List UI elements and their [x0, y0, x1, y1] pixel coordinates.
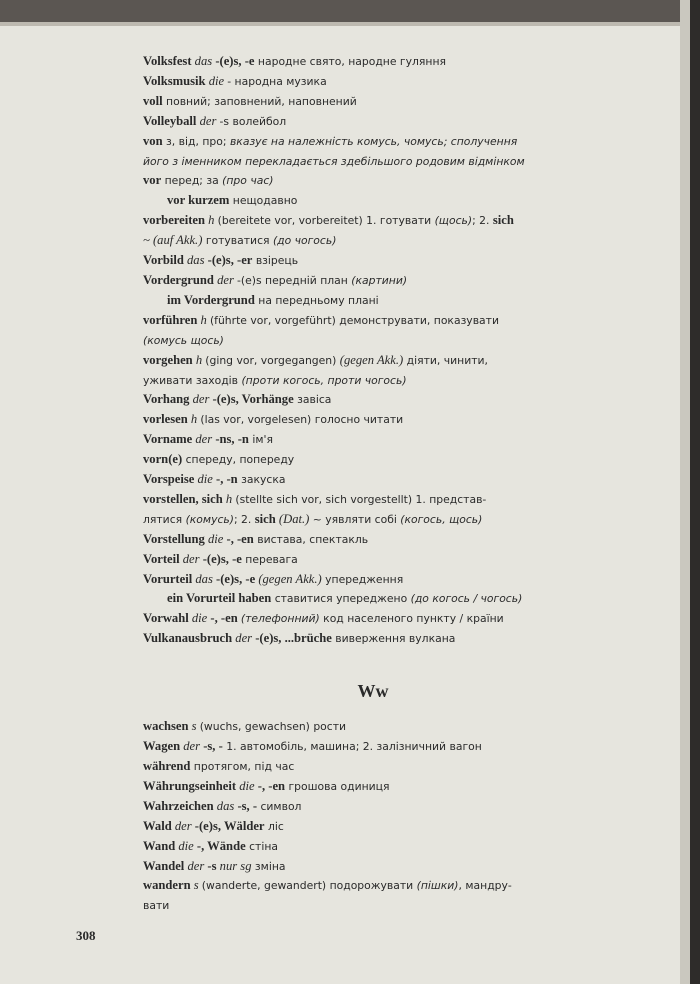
line-segment: вати	[143, 899, 170, 913]
line-segment: (щось)	[434, 214, 473, 228]
line-segment: -(e)s, ...brüche	[255, 631, 332, 646]
line-segment: нещодавно	[229, 194, 298, 208]
line-segment: повний; заповнений, наповнений	[162, 94, 357, 108]
line-segment: vorgehen	[143, 352, 193, 367]
line-segment: voll	[143, 93, 163, 108]
line-segment: Vorbild	[143, 253, 184, 268]
line-segment: -s, -	[203, 739, 223, 754]
line-segment: (las vor, vorgelesen) голосно читати	[200, 413, 404, 427]
dictionary-line	[143, 530, 603, 550]
line-segment: вистава, спектакль	[253, 532, 369, 546]
line-segment: ; 2.	[233, 512, 255, 526]
line-segment: діяти, чинити,	[403, 353, 488, 367]
line-segment: ein Vorurteil haben	[167, 591, 272, 606]
line-segment: Vorwahl	[143, 611, 189, 626]
line-segment: vorbereiten	[143, 213, 206, 228]
line-segment: -(e)s, -e	[216, 571, 259, 586]
line-segment: der	[192, 432, 216, 447]
line-segment: Wald	[143, 818, 172, 833]
line-segment: -, -en	[210, 611, 241, 626]
line-segment: лятися	[143, 512, 186, 526]
line-segment: die	[175, 838, 197, 853]
line-segment: wandern	[143, 878, 191, 893]
line-segment: sich	[254, 511, 276, 526]
line-segment: von	[143, 133, 163, 148]
line-segment: -(e)s, -e	[202, 551, 242, 566]
dictionary-line	[143, 351, 603, 371]
dictionary-line	[143, 311, 603, 331]
dictionary-line	[143, 331, 603, 351]
line-segment: (пішки)	[416, 879, 459, 893]
line-segment: -s волейбол	[219, 114, 287, 128]
line-segment: (проти когось, проти чогось)	[241, 373, 407, 387]
line-segment: виверження вулкана	[331, 632, 456, 646]
line-segment: готуватися	[202, 234, 273, 248]
line-segment: der	[171, 818, 195, 833]
line-segment: h	[187, 412, 201, 427]
line-segment: (картини)	[351, 273, 408, 287]
line-segment: ; 2.	[472, 214, 493, 228]
dictionary-line	[143, 112, 603, 132]
line-segment: (когось, щось)	[400, 512, 483, 526]
line-segment: h	[197, 312, 210, 327]
dictionary-line	[143, 251, 603, 271]
line-segment: стіна	[245, 839, 279, 853]
line-segment: 1. автомобіль, машина; 2. залізничний вагон	[222, 740, 482, 754]
dictionary-line	[143, 450, 603, 470]
dictionary-line	[143, 589, 603, 609]
dictionary-line	[143, 72, 603, 92]
line-segment: das	[183, 253, 208, 268]
line-segment: die	[188, 611, 211, 626]
dictionary-line	[143, 896, 603, 916]
line-segment: vorn(e)	[143, 452, 183, 467]
line-segment: Vorurteil	[143, 571, 193, 586]
line-segment: вказує на належність комусь, чомусь; сполучення	[229, 134, 518, 148]
dictionary-line	[143, 717, 603, 737]
dictionary-line	[143, 470, 603, 490]
line-segment: das	[192, 571, 216, 586]
line-segment: der	[189, 392, 213, 407]
dictionary-content	[143, 52, 603, 916]
line-segment: народне свято, народне гуляння	[254, 55, 447, 68]
line-segment: з, від, про;	[162, 134, 230, 148]
line-segment: перед; за	[161, 174, 223, 188]
line-segment: (stellte sich vor, sich vorgestellt) 1. представ-	[235, 492, 487, 506]
line-segment: Volleyball	[143, 113, 197, 128]
line-segment: (ging vor, vorgegangen)	[205, 353, 340, 367]
line-segment: завіса	[293, 393, 332, 407]
page-number: 308	[76, 928, 96, 943]
line-segment: das	[213, 798, 238, 813]
line-segment: (комусь щось)	[143, 333, 224, 347]
line-segment: Vorhang	[143, 392, 190, 407]
page-gutter-shade	[680, 0, 690, 984]
dictionary-line	[143, 570, 603, 590]
line-segment: Vorstellung	[143, 531, 205, 546]
dictionary-line	[143, 777, 603, 797]
line-segment: (до чогось)	[272, 234, 337, 248]
dictionary-line	[143, 211, 603, 231]
dictionary-line	[143, 410, 603, 430]
line-segment: -ns, -n	[215, 432, 249, 447]
line-segment: -(e)s, -e	[215, 54, 255, 68]
line-segment: der	[196, 113, 220, 128]
line-segment: vorlesen	[143, 412, 188, 427]
line-segment: перевага	[241, 552, 298, 566]
dictionary-line	[143, 92, 603, 112]
line-segment: -, Wände	[196, 838, 246, 853]
line-segment: грошова одиниця	[285, 779, 390, 793]
line-segment: Vorname	[143, 432, 193, 447]
page-right-edge	[690, 0, 700, 984]
line-segment: Wagen	[143, 739, 181, 754]
line-segment: vor	[143, 173, 162, 188]
dictionary-line	[143, 52, 603, 72]
line-segment: (führte vor, vorgeführt) демонструвати, показувати	[209, 313, 499, 327]
line-segment: der	[180, 739, 204, 754]
line-segment: (про час)	[222, 174, 274, 188]
line-segment: sich	[492, 213, 514, 228]
line-segment: -s, -	[237, 798, 258, 813]
line-segment: код населеного пункту / країни	[319, 612, 504, 626]
dictionary-line	[143, 191, 603, 211]
line-segment: (bereitete vor, vorbereitet) 1. готувати	[217, 214, 435, 228]
page-top-shadow	[0, 0, 700, 22]
line-segment: закуска	[237, 473, 286, 487]
line-segment: vorstellen, sich	[143, 491, 223, 506]
line-segment: h	[222, 491, 236, 506]
line-segment: символ	[257, 799, 302, 813]
line-segment: Vordergrund	[143, 272, 214, 287]
line-segment: , мандру-	[458, 879, 512, 893]
dictionary-line	[143, 817, 603, 837]
dictionary-line	[143, 837, 603, 857]
line-segment: die	[194, 472, 216, 487]
line-segment: s	[188, 719, 200, 734]
dictionary-line	[143, 510, 603, 530]
dictionary-line	[143, 737, 603, 757]
section-letter-heading: Ww	[357, 681, 389, 702]
dictionary-line	[143, 629, 603, 649]
line-segment: взірець	[252, 254, 299, 268]
line-segment: -s	[207, 858, 217, 873]
line-segment: der	[184, 858, 208, 873]
dictionary-line	[143, 797, 603, 817]
line-segment: der	[179, 551, 203, 566]
line-segment: Währungseinheit	[143, 778, 237, 793]
line-segment: ставитися упереджено	[271, 592, 411, 606]
line-segment: h	[205, 213, 218, 228]
line-segment: -(e)s, -er	[207, 253, 253, 268]
dictionary-line	[143, 490, 603, 510]
line-segment: s	[190, 878, 202, 893]
line-segment: -(e)s, Wälder	[194, 818, 265, 833]
line-segment: vor kurzem	[167, 193, 230, 208]
line-segment: Vorteil	[143, 551, 180, 566]
line-segment: im Vordergrund	[167, 292, 255, 307]
line-segment: ім'я	[248, 433, 273, 447]
line-segment: ~ уявляти собі	[309, 512, 401, 526]
line-segment: -, -n	[216, 472, 238, 487]
line-segment: - народна музика	[227, 74, 327, 88]
line-segment: die	[205, 73, 228, 88]
line-segment: der	[213, 272, 238, 287]
dictionary-line	[143, 171, 603, 191]
line-segment: der	[232, 631, 256, 646]
line-segment: Wahrzeichen	[143, 798, 214, 813]
dictionary-line	[143, 371, 603, 391]
line-segment: wachsen	[143, 719, 189, 734]
line-segment: (wanderte, gewandert) подорожувати	[201, 879, 417, 893]
dictionary-line	[143, 430, 603, 450]
dictionary-line	[143, 271, 603, 291]
dictionary-line	[143, 550, 603, 570]
line-segment: (wuchs, gewachsen) рости	[199, 720, 347, 734]
dictionary-line	[143, 390, 603, 410]
line-segment: nur sg	[216, 858, 252, 873]
line-segment: Vulkanausbruch	[143, 631, 233, 646]
line-segment: die	[204, 531, 227, 546]
line-segment: на передньому плані	[254, 293, 379, 307]
dictionary-line	[143, 231, 603, 251]
line-segment: його з іменником перекладається здебільшого родовим відмінком	[143, 154, 525, 168]
dictionary-line	[143, 857, 603, 877]
line-segment: vorführen	[143, 312, 198, 327]
line-segment: (gegen Akk.)	[258, 571, 322, 586]
line-segment: ліс	[264, 819, 284, 833]
line-segment: уживати заходів	[143, 373, 242, 387]
dictionary-line	[143, 132, 603, 152]
line-segment: спереду, попереду	[182, 453, 295, 467]
line-segment: протягом, під час	[190, 760, 295, 773]
line-segment: Volksfest	[143, 54, 192, 68]
dictionary-line	[143, 757, 603, 777]
line-segment: упередження	[321, 572, 404, 586]
line-segment: (Dat.)	[275, 511, 310, 526]
line-segment: (до когось / чогось)	[410, 592, 523, 606]
line-segment: ~ (auf Akk.)	[143, 233, 203, 248]
line-segment: зміна	[251, 859, 286, 873]
dictionary-line	[143, 291, 603, 311]
line-segment: (телефонний)	[240, 612, 320, 626]
line-segment: Wand	[143, 838, 176, 853]
entries-w	[143, 717, 603, 916]
line-segment: -, -en	[257, 778, 286, 793]
line-segment: Volksmusik	[143, 73, 206, 88]
dictionary-line	[143, 876, 603, 896]
line-segment: Vorspeise	[143, 472, 195, 487]
line-segment: Wandel	[143, 858, 185, 873]
line-segment: (gegen Akk.)	[339, 352, 404, 367]
line-segment: h	[192, 352, 206, 367]
line-segment: -, -en	[226, 531, 254, 546]
line-segment: das	[191, 54, 216, 68]
entries-v	[143, 52, 603, 649]
line-segment: (комусь)	[185, 512, 234, 526]
dictionary-line	[143, 152, 603, 172]
dictionary-line	[143, 609, 603, 629]
line-segment: die	[236, 778, 258, 793]
line-segment: während	[143, 759, 191, 773]
line-segment: -(e)s, Vorhänge	[212, 392, 294, 407]
page-top-edge	[0, 22, 700, 26]
line-segment: -(e)s передній план	[237, 273, 352, 287]
